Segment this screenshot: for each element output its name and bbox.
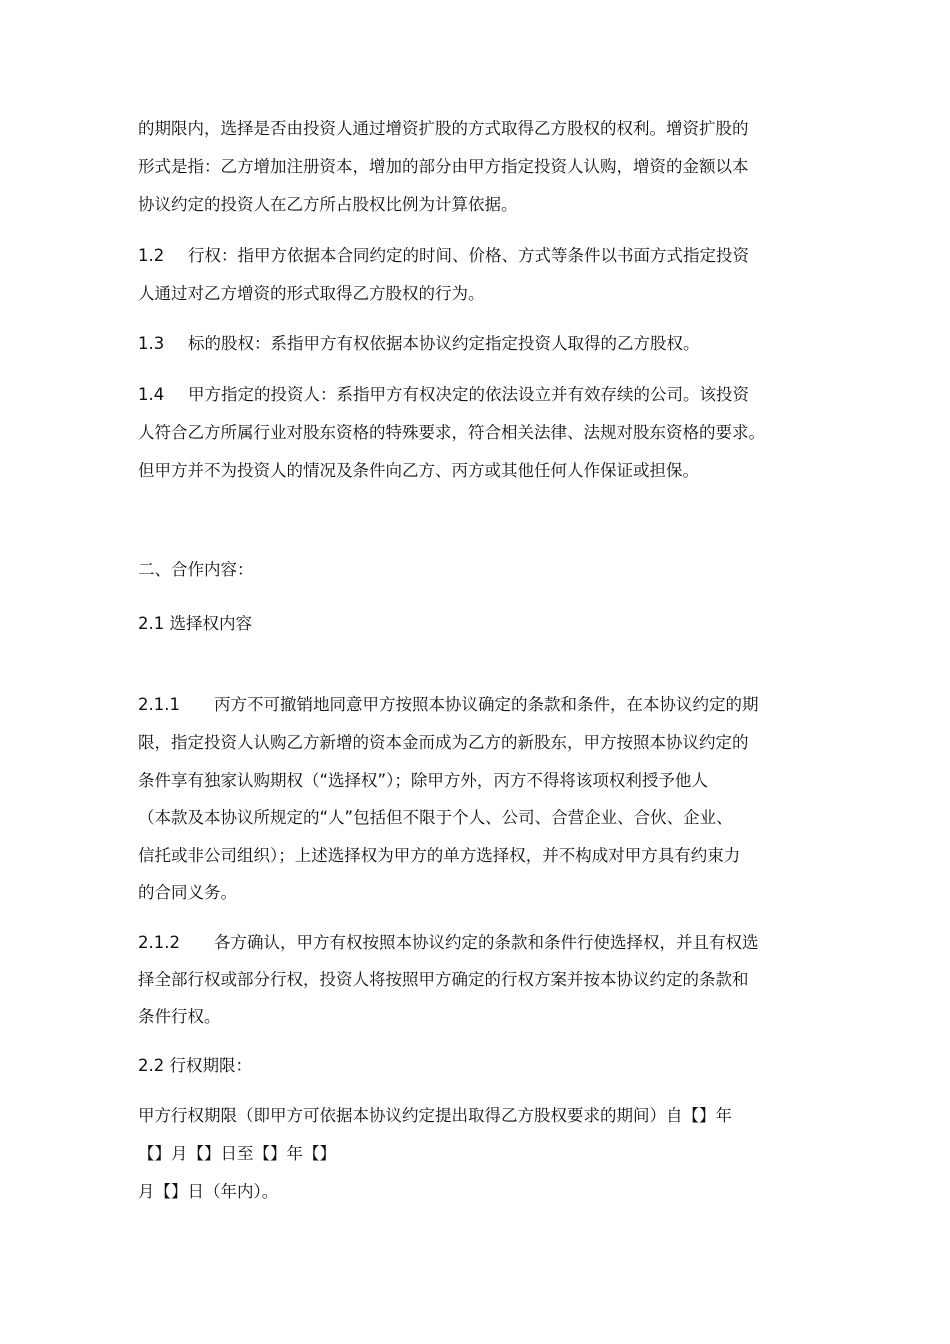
clause-1-4 bbox=[138, 384, 828, 406]
paragraph-line: 协议约定的投资人在乙方所占股权比例为计算依据。 bbox=[138, 195, 518, 214]
paragraph-line: 条件行权。 bbox=[138, 1007, 221, 1026]
paragraph-line: 的期限内，选择是否由投资人通过增资扩股的方式取得乙方股权的权利。增资扩股的 bbox=[138, 119, 749, 138]
clause-number: 1.2 bbox=[138, 246, 165, 265]
paragraph-line: 限，指定投资人认购乙方新增的资本金而成为乙方的新股东，甲方按照本协议约定的 bbox=[138, 733, 749, 752]
paragraph-line: 形式是指：乙方增加注册资本，增加的部分由甲方指定投资人认购，增资的金额以本 bbox=[138, 157, 749, 176]
clause-text: 各方确认，甲方有权按照本协议约定的条款和条件行使选择权，并且有权选 bbox=[214, 933, 759, 952]
paragraph-line: （本款及本协议所规定的“人”包括但不限于个人、公司、合营企业、合伙、企业、 bbox=[138, 808, 733, 827]
paragraph-line: 【】月【】日至【】年【】 bbox=[138, 1144, 336, 1163]
subsection-heading: 2.1 选择权内容 bbox=[138, 614, 252, 633]
clause-number: 1.4 bbox=[138, 385, 165, 404]
clause-number: 1.3 bbox=[138, 334, 165, 353]
paragraph-line: 月【】日（年内）。 bbox=[138, 1182, 279, 1201]
paragraph-line: 但甲方并不为投资人的情况及条件向乙方、丙方或其他任何人作保证或担保。 bbox=[138, 461, 699, 480]
paragraph-line: 信托或非公司组织）；上述选择权为甲方的单方选择权，并不构成对甲方具有约束力 bbox=[138, 846, 741, 865]
paragraph-line: 条件享有独家认购期权（“选择权”）；除甲方外，丙方不得将该项权利授予他人 bbox=[138, 771, 708, 790]
paragraph-line: 的合同义务。 bbox=[138, 883, 237, 902]
paragraph-line: 人符合乙方所属行业对股东资格的特殊要求，符合相关法律、法规对股东资格的要求。 bbox=[138, 423, 765, 442]
paragraph-line: 择全部行权或部分行权，投资人将按照甲方确定的行权方案并按本协议约定的条款和 bbox=[138, 970, 749, 989]
clause-2-1-2 bbox=[138, 932, 828, 954]
clause-number: 2.1.1 bbox=[138, 695, 180, 714]
clause-text: 丙方不可撤销地同意甲方按照本协议确定的条款和条件，在本协议约定的期 bbox=[214, 695, 759, 714]
paragraph-line: 人通过对乙方增资的形式取得乙方股权的行为。 bbox=[138, 284, 485, 303]
clause-2-1-1 bbox=[138, 694, 828, 716]
clause-text: 标的股权：系指甲方有权依据本协议约定指定投资人取得的乙方股权。 bbox=[188, 334, 700, 353]
clause-number: 2.1.2 bbox=[138, 933, 180, 952]
clause-text: 行权：指甲方依据本合同约定的时间、价格、方式等条件以书面方式指定投资 bbox=[188, 246, 749, 265]
clause-1-3 bbox=[138, 333, 828, 355]
clause-text: 甲方指定的投资人：系指甲方有权决定的依法设立并有效存续的公司。该投资 bbox=[188, 385, 749, 404]
paragraph-line: 甲方行权期限（即甲方可依据本协议约定提出取得乙方股权要求的期间）自【】年 bbox=[138, 1106, 732, 1125]
subsection-heading: 2.2 行权期限： bbox=[138, 1056, 252, 1075]
clause-1-2 bbox=[138, 245, 828, 267]
section-heading: 二、合作内容： bbox=[138, 560, 254, 579]
